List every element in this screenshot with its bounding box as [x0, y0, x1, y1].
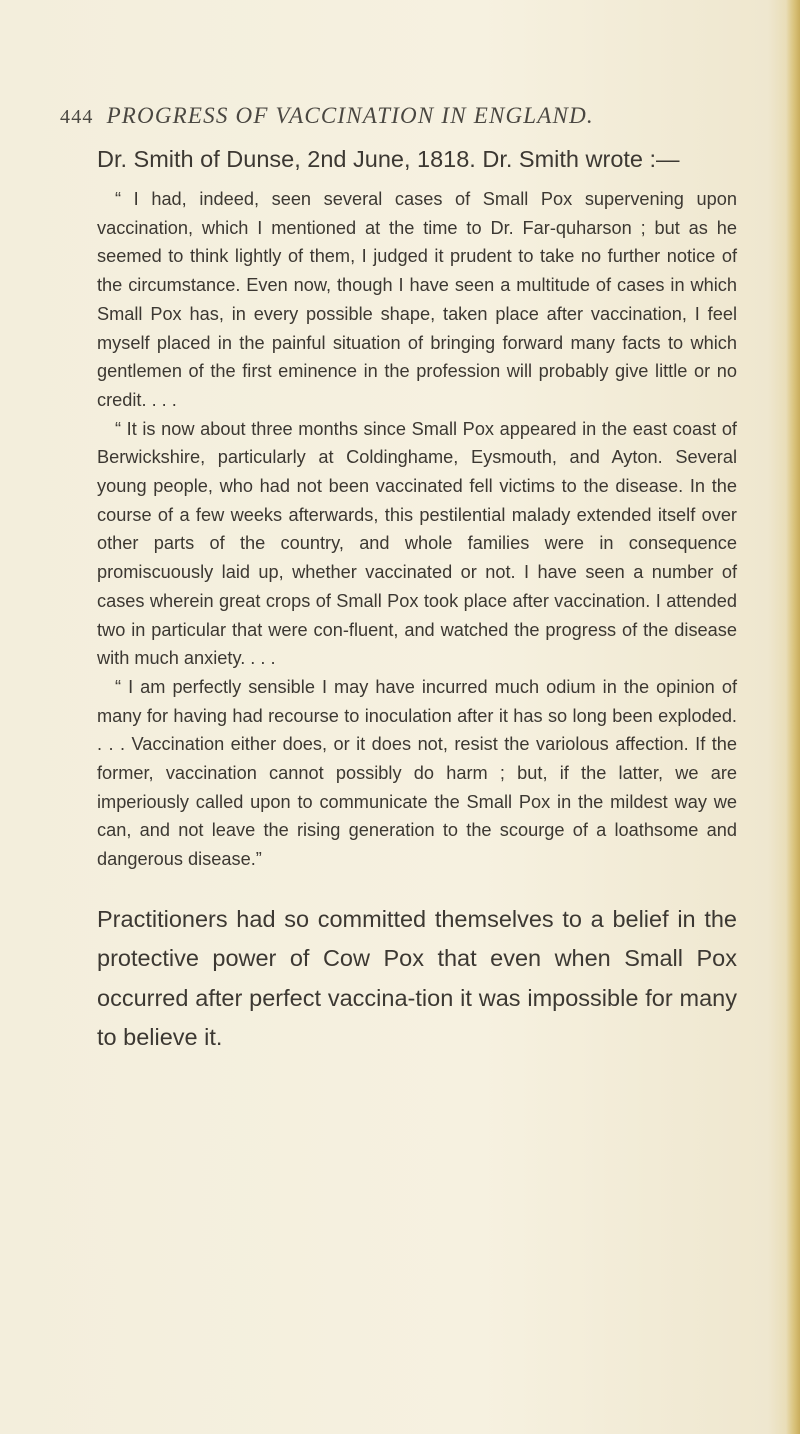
quote-paragraph-3: “ I am perfectly sensible I may have incurred much odium in the opinion of many for having had recourse to inoculation after it has so long been exploded. . . . Vaccination either does, or it does not, resist the variolous affection. If the former, vaccination cannot possibly do harm ; but, if the latter, we are imperiously called upon to communicate the Small Pox in the mildest way we can, and not leave the rising generation to the scourge of a loathsome and dangerous disease.” — [97, 676, 737, 870]
closing-paragraph: Practitioners had so committed themselves to a belief in the protective power of Cow Pox that even when Small Pox occurred after perfect vaccina-tion it was impossible for many to believe it. — [97, 905, 737, 1051]
quote-paragraph-1: “ I had, indeed, seen several cases of Small Pox supervening upon vaccination, which I mentioned at the time to Dr. Far-quharson ; but as he seemed to think lightly of them, I judged it prudent to take no further notice of the circumstance. Even now, though I have seen a multitude of cases in which Small Pox has, in every possible shape, taken place after vaccination, I feel myself placed in the painful situation of bringing forward many facts to which gentlemen of the first eminence in the profession will probably give little or no credit. . . . — [97, 189, 737, 410]
page-body — [97, 140, 737, 1058]
running-title: PROGRESS OF VACCINATION IN ENGLAND. — [106, 103, 594, 128]
page-number: 444 — [60, 106, 94, 128]
running-header — [60, 103, 740, 137]
page-edge — [786, 0, 800, 1434]
lead-paragraph: Dr. Smith of Dunse, 2nd June, 1818. Dr. Smith wrote :— — [97, 146, 680, 172]
quote-paragraph-2: “ It is now about three months since Small Pox appeared in the east coast of Berwickshire, particularly at Coldinghame, Eysmouth, and Ayton. Several young people, who had not been vaccinated fell victims to the disease. In the course of a few weeks afterwards, this pestilential malady extended itself over other parts of the country, and whole families were in consequence promiscuously laid up, whether vaccinated or not. I have seen a number of cases wherein great crops of Small Pox took place after vaccination. I attended two in particular that were con-fluent, and watched the progress of the disease with much anxiety. . . . — [97, 418, 737, 669]
